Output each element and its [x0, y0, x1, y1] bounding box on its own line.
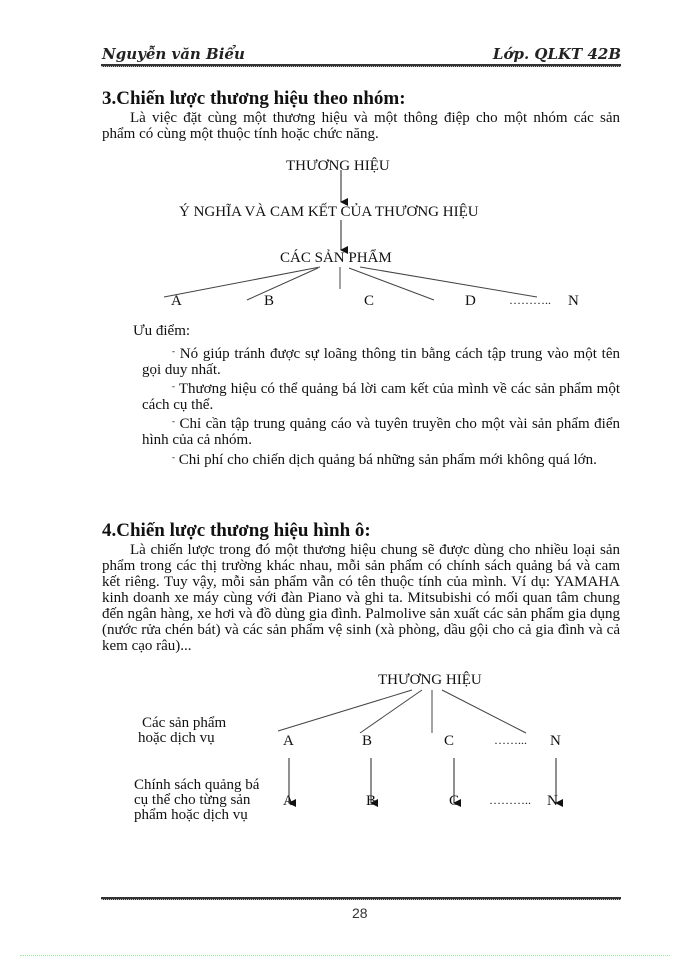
- advantages-label: Ưu điểm:: [133, 323, 191, 339]
- section3-intro-text: Là việc đặt cùng một thương hiệu và một thông điệp cho một nhóm các sản phẩm có cùng một thuộc tính hoặc chức năng.: [102, 110, 620, 142]
- section3-heading: 3.Chiến lược thương hiệu theo nhóm:: [102, 88, 406, 109]
- diagram2-row1-item-c: C: [444, 733, 455, 749]
- advantage-item: - Thương hiệu có thể quảng bá lời cam kết của mình về các sản phẩm một cách cụ thể.: [142, 381, 620, 413]
- advantage-item: - Chỉ cần tập trung quảng cáo và tuyên truyền cho một vài sản phẩm điển hình của cả nhóm.: [142, 416, 620, 448]
- diagram1-meaning-node: Ý NGHĨA VÀ CAM KẾT CỦA THƯƠNG HIỆU: [179, 204, 479, 220]
- header-class: Lớp. QLKT 42B: [492, 45, 621, 63]
- page-boundary-marker: [20, 955, 670, 956]
- advantage-item: - Chi phí cho chiến dịch quảng bá những sản phẩm mới không quá lớn.: [172, 452, 597, 468]
- diagram2-row2-ellipsis: ………..: [489, 793, 531, 807]
- diagram1-products-node: CÁC SẢN PHẨM: [280, 250, 392, 266]
- diagram2-row2-label: Chính sách quảng bá cụ thể cho từng sản phẩm hoặc dịch vụ: [134, 777, 260, 823]
- diagram2-row1-item-b: B: [362, 733, 373, 749]
- diagram2-row2-item-n: N: [547, 793, 558, 809]
- diagram1-leaf-a: A: [171, 293, 182, 309]
- diagram1-brand-node: THƯƠNG HIỆU: [286, 158, 390, 174]
- header-author: Nguyễn văn Biểu: [102, 45, 245, 63]
- diagram2-row1-ellipsis: ……...: [494, 733, 527, 747]
- diagram1-leaf-b: B: [264, 293, 275, 309]
- page-number: 28: [352, 905, 368, 921]
- diagram2-row2-item-a: A: [283, 793, 294, 809]
- section4-intro: [102, 542, 620, 654]
- diagram1-leaf-c: C: [364, 293, 375, 309]
- diagram2-row1-item-a: A: [283, 733, 294, 749]
- diagram2-row1-label: Các sản phẩm hoặc dịch vụ: [138, 715, 227, 746]
- advantage-item: - Nó giúp tránh được sự loãng thông tin bằng cách tập trung vào một tên gọi duy nhất.: [142, 346, 620, 378]
- diagram2-row1-item-n: N: [550, 733, 561, 749]
- diagram1-leaf-d: D: [465, 293, 476, 309]
- diagram1-leaf-n: N: [568, 293, 579, 309]
- diagram2-brand-node: THƯƠNG HIỆU: [378, 672, 482, 688]
- section4-heading: 4.Chiến lược thương hiệu hình ô:: [102, 520, 371, 541]
- section4-intro-text: Là chiến lược trong đó một thương hiệu chung sẽ được dùng cho nhiều loại sản phẩm trong các thị trường khác nhau, mỗi sản phẩm có chính sách quảng bá và cam kết riêng. Tuy vậy, mỗi sản phẩm vẫn có tên thuộc tính của mình. Ví dụ: YAMAHA kinh doanh xe máy cùng với đàn Piano và ghi ta. Mitsubishi có mối quan tâm chung đến ngân hàng, xe hơi và đồ dùng gia đình. Palmolive sản xuất các sản phẩm gia dụng (nước rửa chén bát) và các sản phẩm vệ sinh (xà phòng, dầu gội cho cả gia đình và cả kem cạo râu)...: [102, 542, 620, 654]
- diagram1-leaf-ellipsis: ………..: [509, 293, 551, 307]
- footer-divider: [101, 897, 621, 900]
- diagram2-row2-item-c: C: [449, 793, 460, 809]
- diagram2-row2-item-b: B: [366, 793, 377, 809]
